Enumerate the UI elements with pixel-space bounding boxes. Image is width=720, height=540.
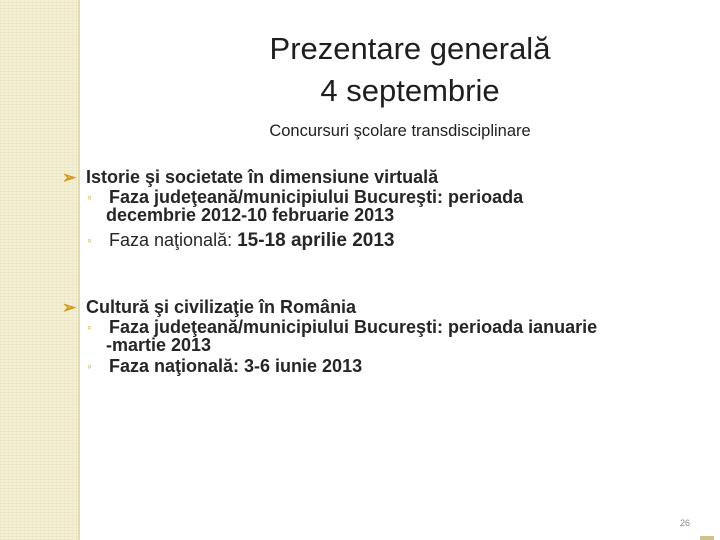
list-item [62, 318, 712, 353]
item-text-continued: -martie 2013 [106, 335, 212, 355]
decorative-side-band [0, 0, 78, 540]
item-text: Faza judeţeană/municipiului Bucureşti: perioada [109, 187, 524, 207]
item-date: 15-18 aprilie 2013 [237, 230, 395, 251]
section-heading [62, 166, 712, 188]
corner-ornament [700, 536, 714, 540]
arrowhead-icon: ➢ [62, 298, 77, 317]
title-line-2: 4 septembrie [320, 73, 500, 108]
section-cultura [62, 296, 712, 376]
side-divider [78, 0, 80, 540]
small-circle-icon: ◦ [87, 189, 92, 205]
page-number: 26 [680, 518, 691, 528]
small-circle-icon: ◦ [87, 319, 92, 335]
section-heading-text: Istorie şi societate în dimensiune virtuală [86, 167, 439, 187]
section-heading [62, 296, 712, 318]
title-line-1: Prezentare generală [269, 31, 551, 66]
section-istorie [62, 166, 712, 250]
list-item [62, 231, 712, 250]
slide-subtitle: Concursuri şcolare transdisciplinare [269, 122, 531, 140]
item-text: Faza naţională: [109, 230, 238, 250]
list-item [62, 188, 712, 223]
item-text: Faza naţională: 3-6 iunie 2013 [109, 356, 363, 376]
item-text: Faza judeţeană/municipiului Bucureşti: perioada ianuarie [109, 317, 598, 337]
arrowhead-icon: ➢ [62, 168, 77, 187]
section-heading-text: Cultură şi civilizaţie în România [86, 297, 357, 317]
list-item [62, 357, 712, 376]
item-text-continued: decembrie 2012-10 februarie 2013 [106, 205, 395, 225]
slide-title [190, 28, 630, 112]
small-circle-icon: ◦ [87, 232, 92, 248]
small-circle-icon: ◦ [87, 358, 92, 374]
